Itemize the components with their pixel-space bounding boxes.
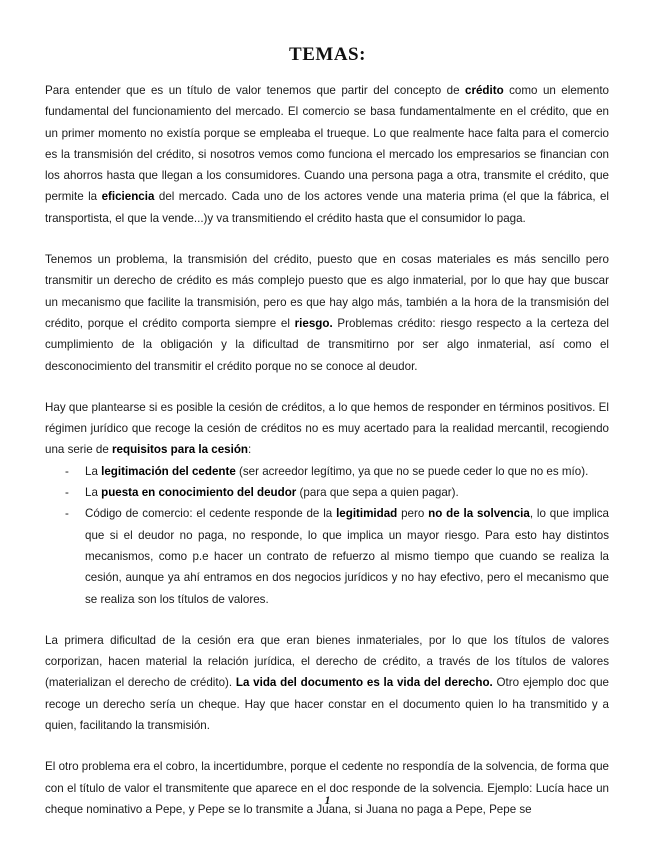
text-run: Código de comercio: el cedente responde de la — [85, 507, 337, 521]
text-run: como un elemento fundamental del funcionamiento del mercado. El comercio se basa fundamentalmente en el crédito, que en un primer momento no existía porque se empleaba el trueque. Lo que realmente hace falta para el comercio es la transmisión del crédito, si nosotros vemos como funciona el mercado los empresarios se financian con los ahorros hasta que llegan a los consumidores. Cuando una persona paga a otra, transmite el crédito, que permite la — [45, 84, 609, 204]
list-item — [45, 461, 609, 482]
text-run: , lo que implica que si el deudor no paga, no responde, lo que implica un mayor riesgo. Para esto hay distintos mecanismos, como p.e hacer un contrato de refuerzo al mismo tiempo que cuando se realiza la cesión, aunque ya ahí entramos en dos negocios jurídicos y no hay efectivo, pero el mecanismo que se realiza son los títulos de valores. — [85, 507, 609, 606]
text-run: Para entender que es un título de valor tenemos que partir del concepto de — [45, 84, 466, 97]
text-run: La primera dificultad de la cesión era que eran bienes inmateriales, por lo que los títulos de valores corporizan, hacen material la relación jurídica, el derecho de crédito, a través de los títulos de valores (materializan el derecho de crédito). — [45, 633, 609, 690]
text-run: Problemas crédito: riesgo respecto a la certeza del cumplimiento de la obligación y la dificultad de transmitirno por ser algo inmaterial, así como el desconocimiento del transmitir el crédito porque no se conoce al deudor. — [45, 316, 609, 373]
list-dash: - — [65, 486, 69, 500]
bold-term: La vida del documento es la vida del derecho. — [235, 676, 493, 690]
bold-term: requisitos para la cesión — [112, 443, 249, 457]
text-run: El otro problema era el cobro, la incertidumbre, porque el cedente no respondía de la solvencia, de forma que con el título de valor el transmitente que aparece en el doc responde de la solvencia. Ejemplo: Lucía hace un cheque nominativo a Pepe, y Pepe se lo transmite a Juana, si Juana no paga a Pepe, Pepe se — [45, 760, 609, 816]
list-item — [45, 503, 609, 609]
paragraph-transmission-problem — [45, 249, 609, 377]
text-run: pero — [397, 507, 429, 521]
paragraph-collection-problem — [45, 756, 609, 820]
text-run: Otro ejemplo doc que recoge un derecho sería un cheque. Hay que hacer constar en el documento quien lo ha transmitido y a quien, facilitando la transmisión. — [45, 676, 609, 733]
list-item — [45, 482, 609, 503]
text-run: La — [85, 486, 102, 500]
bold-term: crédito — [465, 84, 504, 97]
text-run: (ser acreedor legítimo, ya que no se puede ceder lo que no es mío). — [235, 464, 589, 478]
text-run: (para que sepa a quien pagar). — [296, 486, 459, 500]
text-run: del mercado. Cada uno de los actores vende una materia prima (el que la fábrica, el transportista, el que la vende...)y va transmitiendo el crédito hasta que el consumidor lo paga. — [45, 190, 610, 225]
bold-term: legitimidad — [336, 507, 398, 521]
text-run: La — [85, 464, 102, 478]
page-title: TEMAS: — [289, 44, 366, 65]
bold-term: eficiencia — [101, 190, 155, 204]
paragraph-credit-concept — [45, 80, 609, 229]
bold-term: riesgo. — [294, 316, 333, 330]
text-run: : — [248, 443, 252, 457]
page-number: 1 — [324, 793, 331, 807]
bold-term: puesta en conocimiento del deudor — [101, 486, 297, 500]
document-body — [45, 80, 609, 840]
paragraph-first-difficulty — [45, 630, 609, 736]
text-run: Hay que plantearse si es posible la cesión de créditos, a lo que hemos de responder en términos positivos. El régimen jurídico que recoge la cesión de créditos no es muy acertado para la realidad mercantil, recogiendo una serie de — [45, 400, 609, 457]
paragraph-credit-assignment — [45, 397, 609, 461]
requirements-list — [45, 461, 609, 610]
list-dash: - — [65, 464, 69, 478]
list-dash: - — [65, 507, 69, 521]
bold-term: legitimación del cedente — [101, 464, 236, 478]
bold-term: no de la solvencia — [428, 507, 530, 521]
text-run: Tenemos un problema, la transmisión del crédito, puesto que en cosas materiales es más sencillo pero transmitir un derecho de crédito es más complejo puesto que es algo inmaterial, por lo que hay que buscar un mecanismo que facilite la transmisión, pero es que hay algo más, también a la hora de la transmisión del crédito, porque el crédito comporta siempre el — [45, 253, 609, 330]
